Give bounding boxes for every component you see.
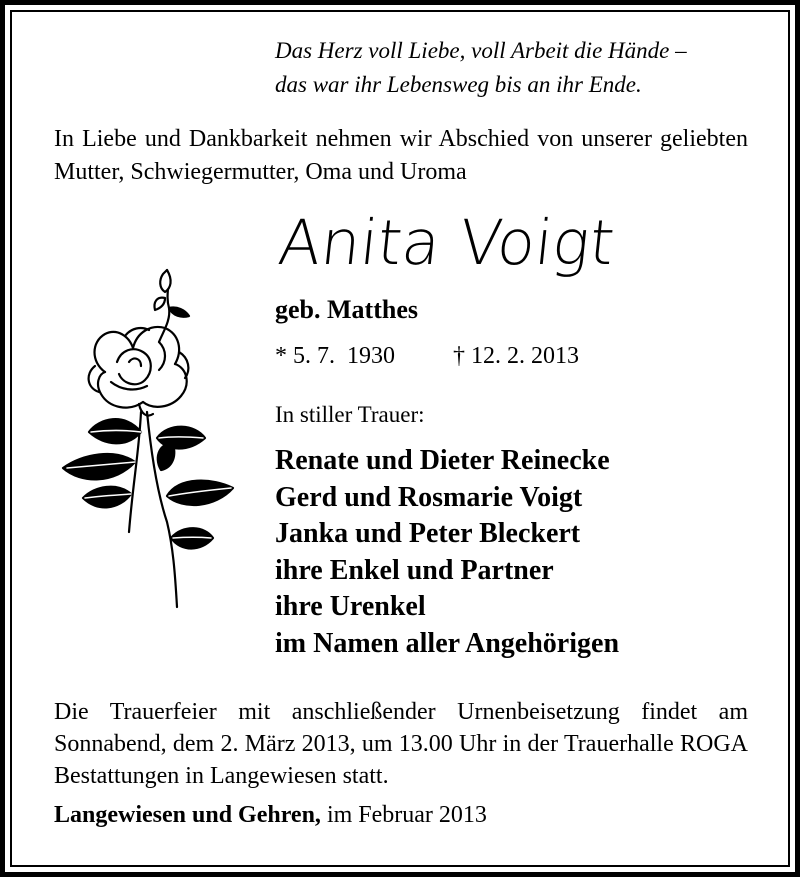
place-date <box>54 802 487 829</box>
verse-line-2: das war ihr Lebensweg bis an ihr Ende. <box>275 72 642 97</box>
intro-text: In Liebe und Dankbarkeit nehmen wir Abschied von unserer geliebten Mutter, Schwiegermutter, Oma und Uroma <box>54 126 748 185</box>
mourners-list <box>275 443 619 662</box>
deceased-name: Anita Voigt <box>275 206 618 279</box>
birth-date: * 5. 7. 1930 <box>275 343 395 369</box>
mourning-label: In stiller Trauer: <box>275 402 425 427</box>
mourner-entry: ihre Enkel und Partner <box>275 554 554 586</box>
maiden-name: geb. Matthes <box>275 295 418 324</box>
life-dates <box>275 343 579 370</box>
ceremony-text: Die Trauerfeier mit anschließender Urnenbeisetzung findet am Sonnabend, dem 2. März 2013, um 13.00 Uhr in der Trauerhalle ROGA Bestattungen in Langewiesen statt. <box>54 699 748 789</box>
memorial-verse <box>275 34 687 102</box>
date-text: im Februar 2013 <box>326 802 487 828</box>
place-text: Langewiesen und Gehren, <box>54 802 321 828</box>
mourner-entry: Gerd und Rosmarie Voigt <box>275 481 583 513</box>
mourner-entry: Janka und Peter Bleckert <box>275 518 581 549</box>
mourner-entry: Renate und Dieter Reinecke <box>275 445 610 476</box>
verse-line-1: Das Herz voll Liebe, voll Arbeit die Hände – <box>275 38 687 63</box>
mourner-entry: ihre Urenkel <box>275 591 426 622</box>
mourner-entry: im Namen aller Angehörigen <box>275 627 620 659</box>
death-date: † 12. 2. 2013 <box>453 343 579 369</box>
rose-icon <box>55 262 240 612</box>
